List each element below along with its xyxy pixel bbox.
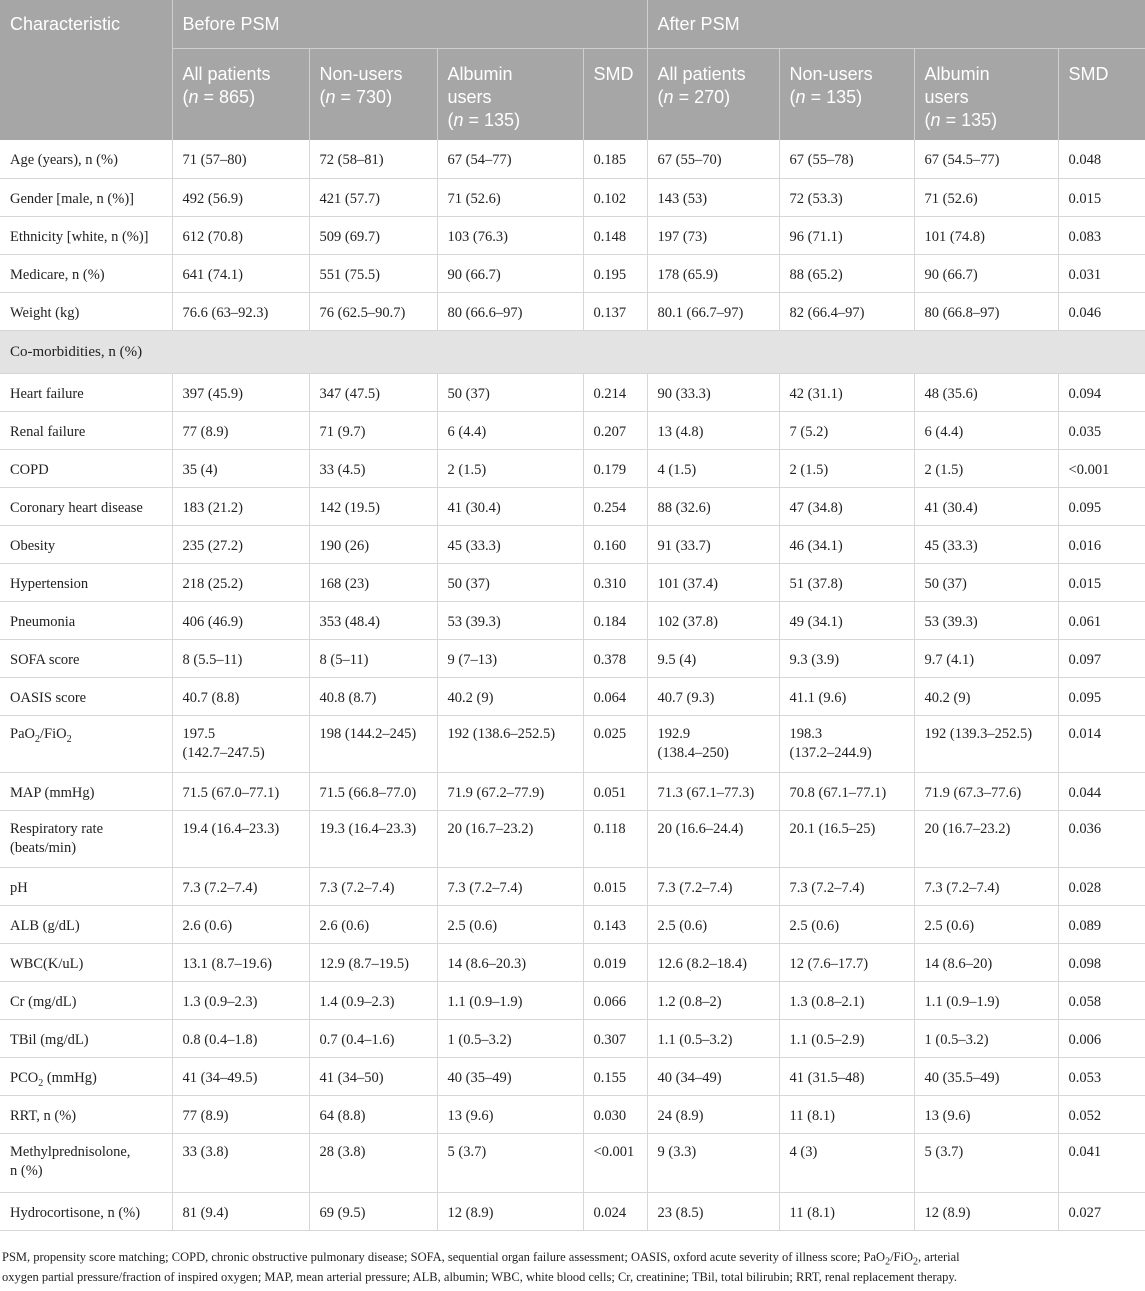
cell: 198.3 (137.2–244.9) <box>779 715 914 772</box>
cell: 71 (52.6) <box>437 178 583 216</box>
header-before-non-users: Non-users (n = 730) <box>309 48 437 140</box>
table-row <box>0 772 1145 810</box>
cell: 90 (33.3) <box>647 373 779 411</box>
row-label: Weight (kg) <box>0 292 172 330</box>
cell: 2 (1.5) <box>779 449 914 487</box>
cell: 192 (138.6–252.5) <box>437 715 583 772</box>
cell: 0.031 <box>1058 254 1145 292</box>
cell: 641 (74.1) <box>172 254 309 292</box>
cell: 0.155 <box>583 1057 647 1095</box>
cell: 4 (1.5) <box>647 449 779 487</box>
cell: 0.036 <box>1058 810 1145 867</box>
cell: 20 (16.7–23.2) <box>914 810 1058 867</box>
cell: 40 (34–49) <box>647 1057 779 1095</box>
cell: 9 (7–13) <box>437 639 583 677</box>
cell: 77 (8.9) <box>172 1095 309 1133</box>
table-row <box>0 1192 1145 1230</box>
cell: 0.041 <box>1058 1133 1145 1192</box>
cell: 192 (139.3–252.5) <box>914 715 1058 772</box>
cell: 70.8 (67.1–77.1) <box>779 772 914 810</box>
cell: 0.378 <box>583 639 647 677</box>
cell: 197 (73) <box>647 216 779 254</box>
cell: 23 (8.5) <box>647 1192 779 1230</box>
cell: 0.028 <box>1058 867 1145 905</box>
cell: 0.179 <box>583 449 647 487</box>
cell: 53 (39.3) <box>914 601 1058 639</box>
cell: <0.001 <box>583 1133 647 1192</box>
cell: 9.3 (3.9) <box>779 639 914 677</box>
cell: 0.184 <box>583 601 647 639</box>
cell: 509 (69.7) <box>309 216 437 254</box>
cell: 0.118 <box>583 810 647 867</box>
cell: 19.3 (16.4–23.3) <box>309 810 437 867</box>
cell: 88 (65.2) <box>779 254 914 292</box>
cell: 67 (55–78) <box>779 140 914 178</box>
cell: 1.1 (0.5–2.9) <box>779 1019 914 1057</box>
cell: 168 (23) <box>309 563 437 601</box>
cell: 0.066 <box>583 981 647 1019</box>
cell: 49 (34.1) <box>779 601 914 639</box>
table-row <box>0 254 1145 292</box>
cell: 0.160 <box>583 525 647 563</box>
row-label: Medicare, n (%) <box>0 254 172 292</box>
cell: 71 (57–80) <box>172 140 309 178</box>
table-row <box>0 373 1145 411</box>
table-row <box>0 216 1145 254</box>
cell: 24 (8.9) <box>647 1095 779 1133</box>
cell: 7.3 (7.2–7.4) <box>172 867 309 905</box>
cell: 0.035 <box>1058 411 1145 449</box>
cell: 178 (65.9) <box>647 254 779 292</box>
cell: 50 (37) <box>437 373 583 411</box>
cell: 1.4 (0.9–2.3) <box>309 981 437 1019</box>
cell: 41 (30.4) <box>437 487 583 525</box>
row-label: MAP (mmHg) <box>0 772 172 810</box>
table-row <box>0 1133 1145 1192</box>
cell: 40.2 (9) <box>437 677 583 715</box>
cell: 72 (53.3) <box>779 178 914 216</box>
cell: 13 (4.8) <box>647 411 779 449</box>
cell: 612 (70.8) <box>172 216 309 254</box>
table-row <box>0 1019 1145 1057</box>
cell: 2.5 (0.6) <box>779 905 914 943</box>
cell: 0.8 (0.4–1.8) <box>172 1019 309 1057</box>
cell: 0.089 <box>1058 905 1145 943</box>
row-label: Respiratory rate (beats/min) <box>0 810 172 867</box>
cell: 71.3 (67.1–77.3) <box>647 772 779 810</box>
table-row <box>0 677 1145 715</box>
cell: 0.015 <box>1058 563 1145 601</box>
table-row <box>0 292 1145 330</box>
cell: 0.137 <box>583 292 647 330</box>
cell: 1.3 (0.8–2.1) <box>779 981 914 1019</box>
cell: 143 (53) <box>647 178 779 216</box>
row-label: Renal failure <box>0 411 172 449</box>
cell: 67 (54.5–77) <box>914 140 1058 178</box>
header-after-smd: SMD <box>1058 48 1145 140</box>
cell: 142 (19.5) <box>309 487 437 525</box>
table-row <box>0 411 1145 449</box>
cell: 48 (35.6) <box>914 373 1058 411</box>
cell: 197.5 (142.7–247.5) <box>172 715 309 772</box>
cell: 12.6 (8.2–18.4) <box>647 943 779 981</box>
table-row <box>0 178 1145 216</box>
cell: 11 (8.1) <box>779 1095 914 1133</box>
cell: 6 (4.4) <box>437 411 583 449</box>
cell: 71.9 (67.2–77.9) <box>437 772 583 810</box>
header-before-psm: Before PSM <box>172 0 647 48</box>
cell: 41 (30.4) <box>914 487 1058 525</box>
table-body <box>0 140 1145 1230</box>
cell: 198 (144.2–245) <box>309 715 437 772</box>
cell: 64 (8.8) <box>309 1095 437 1133</box>
cell: 101 (37.4) <box>647 563 779 601</box>
cell: 0.061 <box>1058 601 1145 639</box>
row-label: Coronary heart disease <box>0 487 172 525</box>
cell: 0.7 (0.4–1.6) <box>309 1019 437 1057</box>
cell: 71.5 (66.8–77.0) <box>309 772 437 810</box>
cell: 7 (5.2) <box>779 411 914 449</box>
cell: 19.4 (16.4–23.3) <box>172 810 309 867</box>
table-row <box>0 715 1145 772</box>
table-row <box>0 601 1145 639</box>
cell: 40.8 (8.7) <box>309 677 437 715</box>
cell: 551 (75.5) <box>309 254 437 292</box>
cell: 2.5 (0.6) <box>647 905 779 943</box>
cell: 76 (62.5–90.7) <box>309 292 437 330</box>
table-row <box>0 1057 1145 1095</box>
table-row <box>0 487 1145 525</box>
cell: 406 (46.9) <box>172 601 309 639</box>
cell: 0.064 <box>583 677 647 715</box>
cell: 33 (3.8) <box>172 1133 309 1192</box>
table-row <box>0 140 1145 178</box>
cell: 0.095 <box>1058 487 1145 525</box>
cell: 45 (33.3) <box>437 525 583 563</box>
cell: 0.143 <box>583 905 647 943</box>
row-label: Heart failure <box>0 373 172 411</box>
cell: 80.1 (66.7–97) <box>647 292 779 330</box>
cell: 0.048 <box>1058 140 1145 178</box>
table-row <box>0 1095 1145 1133</box>
header-after-albumin-users: Albumin users (n = 135) <box>914 48 1058 140</box>
cell: 71.9 (67.3–77.6) <box>914 772 1058 810</box>
cell: 397 (45.9) <box>172 373 309 411</box>
cell: 421 (57.7) <box>309 178 437 216</box>
cell: 40.2 (9) <box>914 677 1058 715</box>
row-label: TBil (mg/dL) <box>0 1019 172 1057</box>
cell: 7.3 (7.2–7.4) <box>437 867 583 905</box>
cell: 12 (8.9) <box>914 1192 1058 1230</box>
cell: 14 (8.6–20.3) <box>437 943 583 981</box>
cell: 13 (9.6) <box>437 1095 583 1133</box>
row-label: $PCO_2$ (mmHg) <box>0 1057 172 1095</box>
cell: 46 (34.1) <box>779 525 914 563</box>
row-label: Methylprednisolone, n (%) <box>0 1133 172 1192</box>
cell: 0.044 <box>1058 772 1145 810</box>
cell: 9.7 (4.1) <box>914 639 1058 677</box>
table-row <box>0 905 1145 943</box>
cell: 7.3 (7.2–7.4) <box>309 867 437 905</box>
cell: 9.5 (4) <box>647 639 779 677</box>
cell: 0.006 <box>1058 1019 1145 1057</box>
cell: 0.053 <box>1058 1057 1145 1095</box>
cell: 12.9 (8.7–19.5) <box>309 943 437 981</box>
cell: 50 (37) <box>437 563 583 601</box>
cell: 0.102 <box>583 178 647 216</box>
cell: 13 (9.6) <box>914 1095 1058 1133</box>
cell: 1.3 (0.9–2.3) <box>172 981 309 1019</box>
row-label: Cr (mg/dL) <box>0 981 172 1019</box>
table-row <box>0 639 1145 677</box>
header-before-all-patients: All patients (n = 865) <box>172 48 309 140</box>
header-after-all-patients: All patients (n = 270) <box>647 48 779 140</box>
cell: 0.083 <box>1058 216 1145 254</box>
cell: 41.1 (9.6) <box>779 677 914 715</box>
cell: 0.019 <box>583 943 647 981</box>
cell: 1.1 (0.9–1.9) <box>437 981 583 1019</box>
cell: 7.3 (7.2–7.4) <box>779 867 914 905</box>
cell: 2 (1.5) <box>437 449 583 487</box>
cell: 192.9 (138.4–250) <box>647 715 779 772</box>
cell: 0.095 <box>1058 677 1145 715</box>
cell: 5 (3.7) <box>437 1133 583 1192</box>
cell: 69 (9.5) <box>309 1192 437 1230</box>
cell: 0.052 <box>1058 1095 1145 1133</box>
cell: 183 (21.2) <box>172 487 309 525</box>
cell: 2.6 (0.6) <box>172 905 309 943</box>
row-label: Age (years), n (%) <box>0 140 172 178</box>
cell: 72 (58–81) <box>309 140 437 178</box>
cell: 71.5 (67.0–77.1) <box>172 772 309 810</box>
cell: 13.1 (8.7–19.6) <box>172 943 309 981</box>
cell: 7.3 (7.2–7.4) <box>647 867 779 905</box>
row-label: RRT, n (%) <box>0 1095 172 1133</box>
cell: 88 (32.6) <box>647 487 779 525</box>
table-footnote: PSM, propensity score matching; COPD, chronic obstructive pulmonary disease; SOFA, sequential organ failure assessment; OASIS, oxford acute severity of illness score; PaO$_2$/FiO$_2$, arterial oxygen partial pressure/fraction of inspired oxygen; MAP, mean arterial pressure; ALB, albumin; WBC, white blood cells; Cr, creatinine; TBil, total bilirubin; RRT, renal replacement therapy. <box>2 1250 960 1284</box>
cell: 82 (66.4–97) <box>779 292 914 330</box>
cell: <0.001 <box>1058 449 1145 487</box>
cell: 20.1 (16.5–25) <box>779 810 914 867</box>
section-comorbidities: Co-morbidities, n (%) <box>0 330 1145 373</box>
cell: 6 (4.4) <box>914 411 1058 449</box>
cell: 53 (39.3) <box>437 601 583 639</box>
cell: 0.214 <box>583 373 647 411</box>
row-label: Hypertension <box>0 563 172 601</box>
header-characteristic: Characteristic <box>0 0 172 140</box>
cell: 0.015 <box>583 867 647 905</box>
cell: 1 (0.5–3.2) <box>437 1019 583 1057</box>
cell: 218 (25.2) <box>172 563 309 601</box>
cell: 96 (71.1) <box>779 216 914 254</box>
cell: 80 (66.8–97) <box>914 292 1058 330</box>
cell: 0.030 <box>583 1095 647 1133</box>
cell: 0.148 <box>583 216 647 254</box>
cell: 0.207 <box>583 411 647 449</box>
table-row <box>0 981 1145 1019</box>
cell: 47 (34.8) <box>779 487 914 525</box>
cell: 12 (7.6–17.7) <box>779 943 914 981</box>
cell: 35 (4) <box>172 449 309 487</box>
header-before-albumin-users: Albumin users (n = 135) <box>437 48 583 140</box>
row-label: Ethnicity [white, n (%)] <box>0 216 172 254</box>
cell: 102 (37.8) <box>647 601 779 639</box>
cell: 45 (33.3) <box>914 525 1058 563</box>
cell: 0.094 <box>1058 373 1145 411</box>
cell: 0.014 <box>1058 715 1145 772</box>
cell: 40.7 (8.8) <box>172 677 309 715</box>
cell: 347 (47.5) <box>309 373 437 411</box>
cell: 51 (37.8) <box>779 563 914 601</box>
cell: 0.098 <box>1058 943 1145 981</box>
cell: 41 (34–50) <box>309 1057 437 1095</box>
cell: 11 (8.1) <box>779 1192 914 1230</box>
cell: 0.058 <box>1058 981 1145 1019</box>
cell: 76.6 (63–92.3) <box>172 292 309 330</box>
cell: 20 (16.6–24.4) <box>647 810 779 867</box>
cell: 0.254 <box>583 487 647 525</box>
cell: 0.185 <box>583 140 647 178</box>
table-row <box>0 867 1145 905</box>
row-label: Gender [male, n (%)] <box>0 178 172 216</box>
cell: 14 (8.6–20) <box>914 943 1058 981</box>
table-row <box>0 943 1145 981</box>
row-label: ALB (g/dL) <box>0 905 172 943</box>
cell: 67 (55–70) <box>647 140 779 178</box>
cell: 1.1 (0.9–1.9) <box>914 981 1058 1019</box>
row-label: PaO$_2$/FiO$_2$ <box>0 715 172 772</box>
cell: 0.027 <box>1058 1192 1145 1230</box>
cell: 101 (74.8) <box>914 216 1058 254</box>
cell: 91 (33.7) <box>647 525 779 563</box>
cell: 235 (27.2) <box>172 525 309 563</box>
table-row <box>0 563 1145 601</box>
cell: 20 (16.7–23.2) <box>437 810 583 867</box>
cell: 77 (8.9) <box>172 411 309 449</box>
row-label: Hydrocortisone, n (%) <box>0 1192 172 1230</box>
cell: 8 (5–11) <box>309 639 437 677</box>
cell: 40.7 (9.3) <box>647 677 779 715</box>
cell: 0.051 <box>583 772 647 810</box>
cell: 0.015 <box>1058 178 1145 216</box>
cell: 1 (0.5–3.2) <box>914 1019 1058 1057</box>
cell: 50 (37) <box>914 563 1058 601</box>
cell: 103 (76.3) <box>437 216 583 254</box>
cell: 33 (4.5) <box>309 449 437 487</box>
cell: 40 (35–49) <box>437 1057 583 1095</box>
row-label: pH <box>0 867 172 905</box>
cell: 2.5 (0.6) <box>437 905 583 943</box>
table-row <box>0 449 1145 487</box>
cell: 67 (54–77) <box>437 140 583 178</box>
header-before-smd: SMD <box>583 48 647 140</box>
row-label: WBC(K/uL) <box>0 943 172 981</box>
cell: 40 (35.5–49) <box>914 1057 1058 1095</box>
cell: 492 (56.9) <box>172 178 309 216</box>
cell: 0.195 <box>583 254 647 292</box>
cell: 71 (9.7) <box>309 411 437 449</box>
cell: 42 (31.1) <box>779 373 914 411</box>
row-label: OASIS score <box>0 677 172 715</box>
cell: 1.2 (0.8–2) <box>647 981 779 1019</box>
cell: 0.016 <box>1058 525 1145 563</box>
cell: 0.097 <box>1058 639 1145 677</box>
cell: 90 (66.7) <box>914 254 1058 292</box>
cell: 1.1 (0.5–3.2) <box>647 1019 779 1057</box>
cell: 28 (3.8) <box>309 1133 437 1192</box>
cell: 0.025 <box>583 715 647 772</box>
row-label: SOFA score <box>0 639 172 677</box>
cell: 12 (8.9) <box>437 1192 583 1230</box>
cell: 81 (9.4) <box>172 1192 309 1230</box>
header-after-psm: After PSM <box>647 0 1145 48</box>
row-label: Pneumonia <box>0 601 172 639</box>
cell: 80 (66.6–97) <box>437 292 583 330</box>
cell: 190 (26) <box>309 525 437 563</box>
cell: 2 (1.5) <box>914 449 1058 487</box>
cell: 9 (3.3) <box>647 1133 779 1192</box>
cell: 0.307 <box>583 1019 647 1057</box>
cell: 7.3 (7.2–7.4) <box>914 867 1058 905</box>
cell: 0.024 <box>583 1192 647 1230</box>
cell: 2.6 (0.6) <box>309 905 437 943</box>
cell: 0.310 <box>583 563 647 601</box>
header-after-non-users: Non-users (n = 135) <box>779 48 914 140</box>
row-label: Obesity <box>0 525 172 563</box>
cell: 90 (66.7) <box>437 254 583 292</box>
row-label: COPD <box>0 449 172 487</box>
cell: 0.046 <box>1058 292 1145 330</box>
section-row <box>0 330 1145 373</box>
table-header <box>0 0 1145 140</box>
table-row <box>0 810 1145 867</box>
cell: 353 (48.4) <box>309 601 437 639</box>
cell: 2.5 (0.6) <box>914 905 1058 943</box>
cell: 5 (3.7) <box>914 1133 1058 1192</box>
cell: 4 (3) <box>779 1133 914 1192</box>
cell: 8 (5.5–11) <box>172 639 309 677</box>
cell: 41 (34–49.5) <box>172 1057 309 1095</box>
table-row <box>0 525 1145 563</box>
cell: 71 (52.6) <box>914 178 1058 216</box>
cell: 41 (31.5–48) <box>779 1057 914 1095</box>
